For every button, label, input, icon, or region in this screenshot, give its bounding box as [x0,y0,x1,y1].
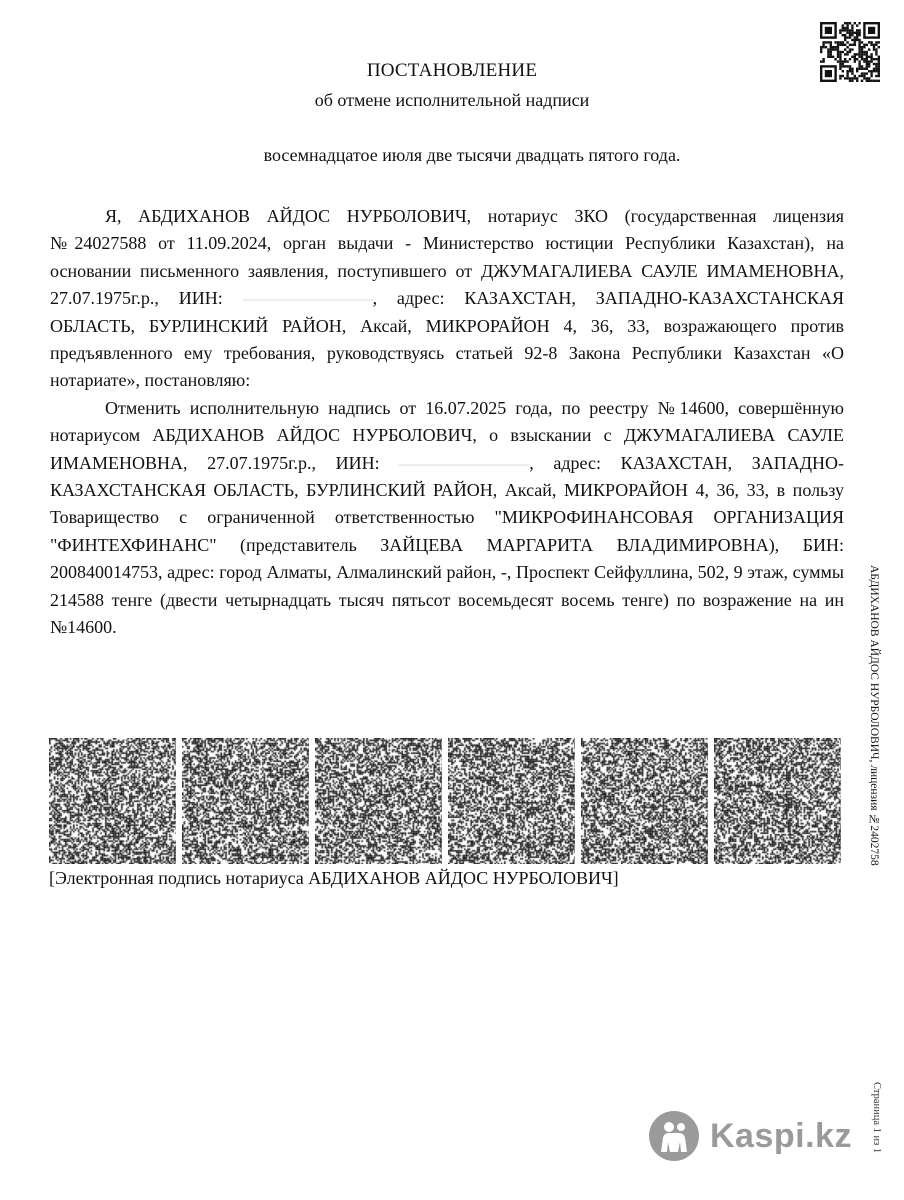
document-date: восемнадцатое июля две тысячи двадцать пятого года. [263,145,681,165]
paragraph-2 [50,395,844,642]
signature-caption: [Электронная подпись нотариуса АБДИХАНОВ АЙДОС НУРБОЛОВИЧ] [49,868,619,888]
datamatrix-code-icon [581,738,708,864]
datamatrix-code-icon [714,738,841,864]
paragraph-2-text: Отменить исполнительную надпись от 16.07.2025 года, по реестру №14600, совершённую нотариусом АБДИХАНОВ АЙДОС НУРБОЛОВИЧ, о взыскании с ДЖУМАГАЛИЕВА САУЛЕ ИМАМЕНОВНА, 27.07.1975г.р., ИИН: [50,397,844,473]
kaspi-watermark [648,1110,852,1162]
document-subtitle: об отмене исполнительной надписи [314,90,590,110]
redacted-iin [399,459,529,471]
paragraph-1-text: Я, АБДИХАНОВ АЙДОС НУРБОЛОВИЧ, нотариус ЗКО (государственная лицензия №24027588 от 11.09.2024, орган выдачи - Министерство юстиции Республики Казахстан), на основании письменного заявления, поступившего от ДЖУМАГАЛИЕВА САУЛЕ ИМАМЕНОВНА, 27.07.1975г.р., ИИН: [50,206,844,309]
paragraph-1-text-cont: , адрес: КАЗАХСТАН, ЗАПАДНО-КАЗАХСТАНСКАЯ ОБЛАСТЬ, БУРЛИНСКИЙ РАЙОН, Аксай, МИКРОРАЙОН 4, 36, 33, возражающего против предъявленного ему требования, руководствуясь статьей 92-8 Закона Республики Казахстан «О нотариате», постановляю: [50,288,845,391]
datamatrix-code-icon [448,738,575,864]
redacted-iin [243,294,373,306]
side-license-text: АБДИХАНОВ АЙДОС НУРБОЛОВИЧ, лицензия №2402758 [868,565,880,866]
document-title: ПОСТАНОВЛЕНИЕ [366,60,538,81]
paragraph-2-text-cont: , адрес: КАЗАХСТАН, ЗАПАДНО-КАЗАХСТАНСКАЯ ОБЛАСТЬ, БУРЛИНСКИЙ РАЙОН, Аксай, МИКРОРАЙОН 4, 36, 33, в пользу Товарищество с ограниченной ответственностью "МИКРОФИНАНСОВАЯ ОРГАНИЗАЦИЯ "ФИНТЕХФИНАНС" (представитель ЗАЙЦЕВА МАРГАРИТА ВЛАДИМИРОВНА), БИН: 200840014753, адрес: город Алматы, Алмалинский район, -, Проспект Сейфуллина, 502, 9 этаж, суммы 214588 тенге (двести четырнадцать тысяч пятьсот восемьдесят восемь тенге) по возражение на ин №14600. [50,452,845,638]
document-body [50,203,844,642]
paragraph-1 [50,203,844,395]
datamatrix-code-icon [182,738,309,864]
datamatrix-code-icon [49,738,176,864]
kaspi-logo-icon [648,1110,700,1162]
kaspi-brand-text: Kaspi.kz [710,1116,852,1155]
datamatrix-code-icon [315,738,442,864]
signature-codes [49,738,839,864]
page-number: Страница 1 из 1 [871,1082,882,1154]
